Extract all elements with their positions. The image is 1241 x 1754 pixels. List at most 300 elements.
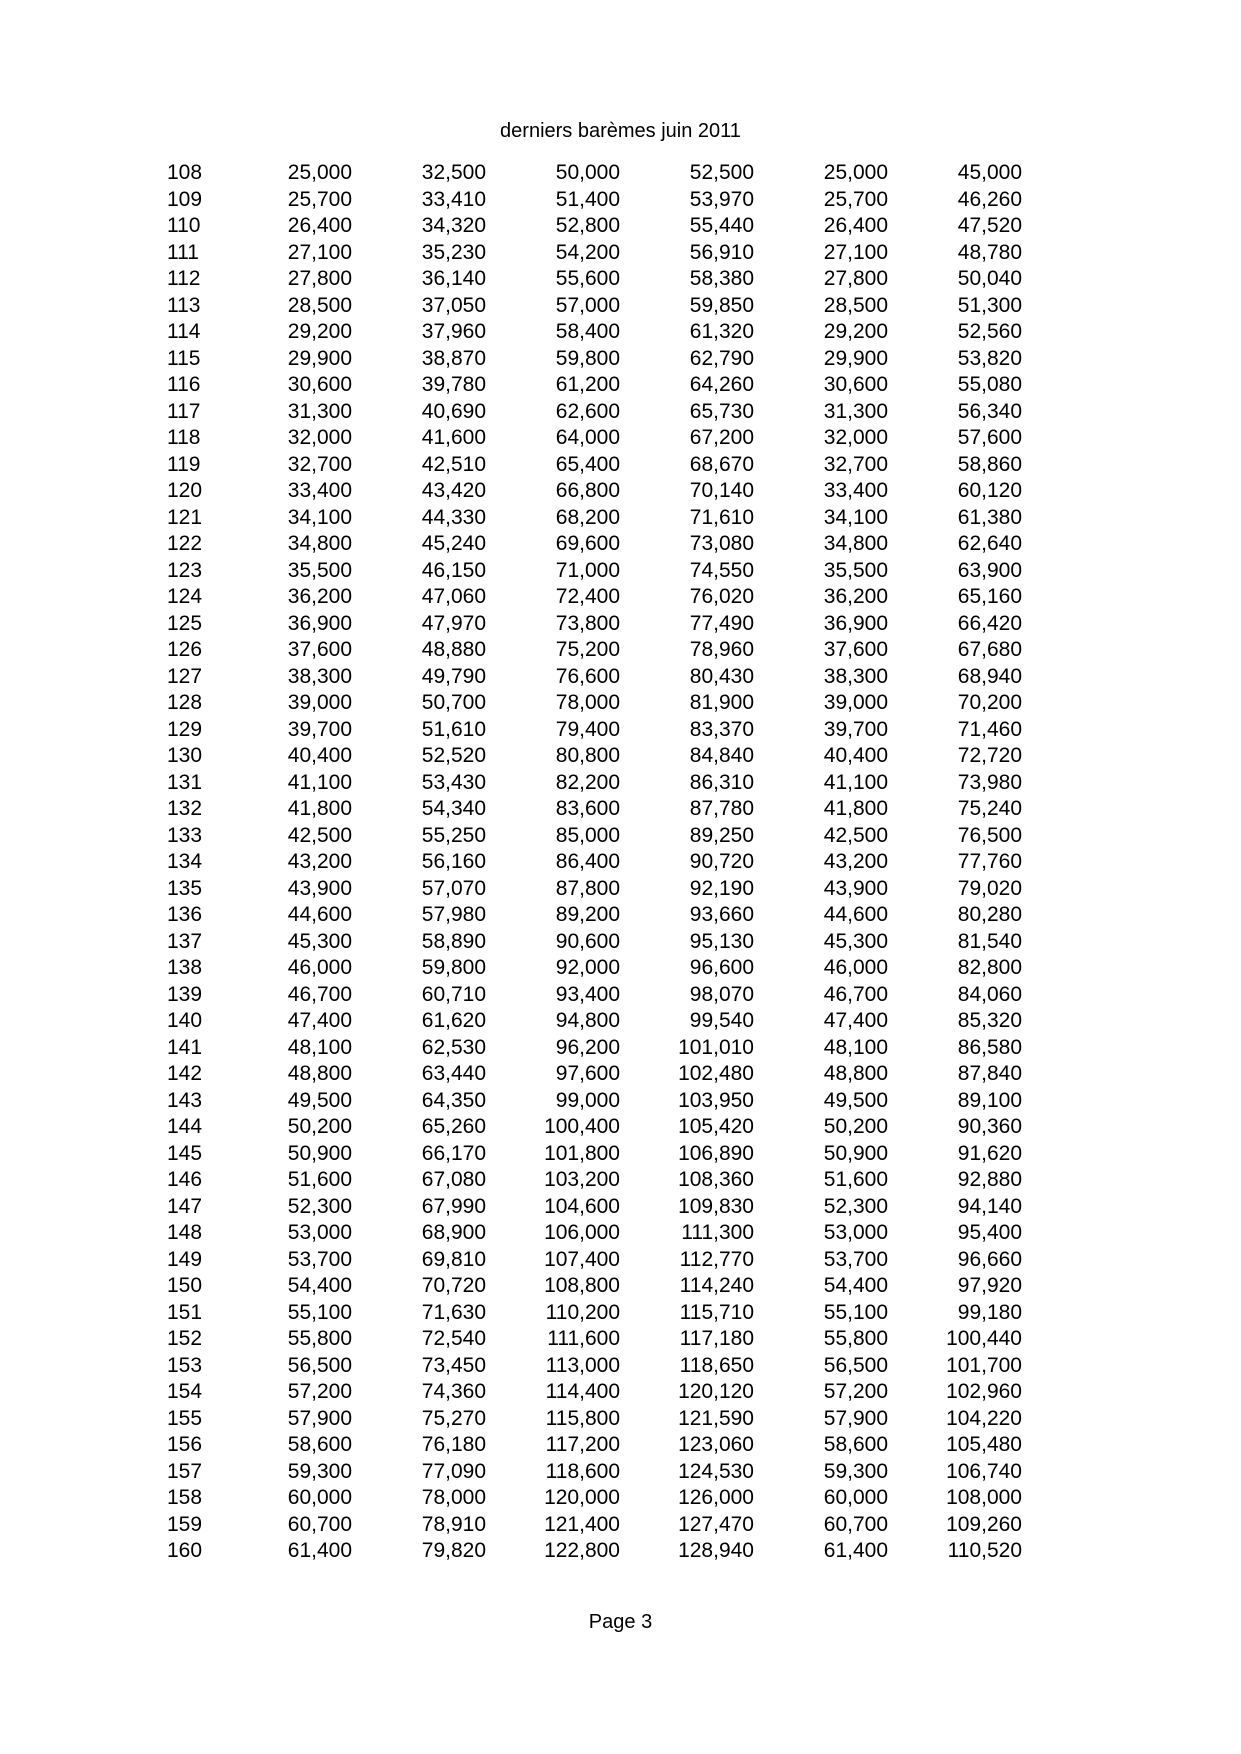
row-index-cell: 155: [167, 1406, 203, 1430]
row-index-cell: 124: [167, 585, 203, 608]
table-cell: 50,700: [421, 691, 486, 714]
row-index-cell: 131: [167, 770, 203, 794]
table-row: [0, 1326, 1241, 1353]
table-cell: 50,200: [287, 1115, 352, 1138]
table-cell: 73,080: [689, 532, 754, 555]
table-cell: 75,200: [555, 638, 620, 661]
table-cell: 31,300: [823, 399, 888, 423]
table-cell: 109,830: [678, 1194, 754, 1218]
table-cell: 56,500: [287, 1353, 352, 1377]
table-cell: 36,200: [287, 585, 352, 608]
row-index-cell: 156: [167, 1433, 203, 1456]
table-cell: 58,400: [555, 320, 620, 343]
table-cell: 67,990: [421, 1194, 486, 1218]
table-cell: 45,240: [421, 532, 486, 555]
row-index-cell: 121: [167, 505, 203, 529]
table-cell: 96,200: [555, 1035, 620, 1059]
table-cell: 38,870: [421, 346, 486, 370]
table-cell: 41,100: [823, 770, 888, 794]
table-cell: 51,300: [957, 293, 1022, 317]
table-cell: 57,200: [823, 1380, 888, 1403]
table-cell: 61,320: [689, 320, 754, 343]
table-cell: 42,500: [287, 823, 352, 847]
table-cell: 70,720: [421, 1274, 486, 1297]
table-cell: 28,500: [823, 293, 888, 317]
table-cell: 80,800: [555, 744, 620, 767]
table-row: [0, 425, 1241, 452]
table-cell: 25,000: [287, 161, 352, 184]
row-index-cell: 133: [167, 823, 203, 847]
table-cell: 65,400: [555, 452, 620, 476]
table-row: [0, 558, 1241, 585]
table-cell: 87,780: [689, 797, 754, 820]
table-row: [0, 1061, 1241, 1088]
table-cell: 74,550: [689, 558, 754, 582]
table-cell: 59,850: [689, 293, 754, 317]
row-index-cell: 111: [167, 240, 199, 264]
table-cell: 43,900: [823, 876, 888, 900]
table-cell: 28,500: [287, 293, 352, 317]
table-cell: 66,420: [957, 611, 1022, 635]
table-cell: 99,540: [689, 1009, 754, 1032]
table-cell: 90,600: [555, 929, 620, 953]
table-cell: 79,820: [421, 1539, 486, 1562]
table-cell: 29,900: [287, 346, 352, 370]
row-index-cell: 128: [167, 691, 203, 714]
table-cell: 77,490: [689, 611, 754, 635]
table-cell: 43,200: [823, 850, 888, 873]
table-cell: 62,600: [555, 399, 620, 423]
table-cell: 38,300: [823, 664, 888, 688]
row-index-cell: 145: [167, 1141, 203, 1165]
table-cell: 95,400: [957, 1221, 1022, 1244]
table-cell: 75,240: [957, 797, 1022, 820]
table-cell: 43,900: [287, 876, 352, 900]
table-cell: 76,020: [689, 585, 754, 608]
table-cell: 99,000: [555, 1088, 620, 1112]
table-row: [0, 1485, 1241, 1512]
table-cell: 27,100: [823, 240, 888, 264]
table-cell: 27,800: [287, 267, 352, 290]
row-index-cell: 117: [167, 399, 201, 423]
table-cell: 44,330: [421, 505, 486, 529]
table-cell: 46,000: [823, 956, 888, 979]
table-cell: 65,260: [421, 1115, 486, 1138]
table-cell: 112,770: [679, 1247, 754, 1271]
row-index-cell: 120: [167, 479, 203, 502]
table-cell: 43,420: [421, 479, 486, 502]
table-cell: 73,450: [421, 1353, 486, 1377]
table-cell: 90,360: [957, 1115, 1022, 1138]
page-number: Page 3: [588, 1611, 653, 1633]
table-cell: 36,900: [287, 611, 352, 635]
table-cell: 108,360: [678, 1168, 754, 1191]
table-cell: 53,970: [689, 187, 754, 211]
row-index-cell: 144: [167, 1115, 203, 1138]
table-row: [0, 1353, 1241, 1380]
row-index-cell: 112: [167, 267, 201, 290]
table-row: [0, 372, 1241, 399]
table-cell: 57,980: [421, 903, 486, 926]
table-cell: 49,500: [823, 1088, 888, 1112]
row-index-cell: 123: [167, 558, 203, 582]
table-cell: 26,400: [823, 214, 888, 237]
table-cell: 68,940: [957, 664, 1022, 688]
table-cell: 39,000: [823, 691, 888, 714]
table-cell: 79,020: [957, 876, 1022, 900]
table-cell: 70,200: [957, 691, 1022, 714]
row-index-cell: 127: [167, 664, 203, 688]
table-row: [0, 319, 1241, 346]
row-index-cell: 150: [167, 1274, 203, 1297]
table-cell: 72,720: [957, 744, 1022, 767]
table-cell: 45,300: [287, 929, 352, 953]
table-cell: 76,180: [421, 1433, 486, 1456]
table-cell: 59,300: [823, 1459, 888, 1483]
table-row: [0, 876, 1241, 903]
table-cell: 127,470: [678, 1512, 754, 1536]
table-cell: 48,100: [287, 1035, 352, 1059]
table-row: [0, 266, 1241, 293]
table-cell: 58,600: [823, 1433, 888, 1456]
table-cell: 78,000: [421, 1486, 486, 1509]
table-cell: 48,100: [823, 1035, 888, 1059]
table-row: [0, 796, 1241, 823]
table-cell: 48,880: [421, 638, 486, 661]
table-row: [0, 955, 1241, 982]
table-row: [0, 1512, 1241, 1539]
table-cell: 37,600: [287, 638, 352, 661]
table-cell: 45,000: [957, 161, 1022, 184]
table-row: [0, 982, 1241, 1009]
table-cell: 72,400: [555, 585, 620, 608]
table-cell: 89,100: [957, 1088, 1022, 1112]
table-row: [0, 160, 1241, 187]
table-cell: 59,800: [555, 346, 620, 370]
table-cell: 92,880: [957, 1168, 1022, 1191]
table-cell: 48,780: [957, 240, 1022, 264]
table-cell: 85,000: [555, 823, 620, 847]
table-cell: 73,800: [555, 611, 620, 635]
table-row: [0, 743, 1241, 770]
table-cell: 101,010: [678, 1035, 754, 1059]
table-cell: 47,520: [957, 214, 1022, 237]
table-cell: 51,600: [823, 1168, 888, 1191]
table-cell: 34,800: [823, 532, 888, 555]
table-cell: 34,100: [823, 505, 888, 529]
table-cell: 47,060: [421, 585, 486, 608]
table-cell: 32,000: [287, 426, 352, 449]
row-index-cell: 139: [167, 982, 203, 1006]
table-cell: 118,600: [545, 1459, 620, 1483]
table-cell: 63,900: [957, 558, 1022, 582]
table-cell: 34,800: [287, 532, 352, 555]
table-cell: 57,600: [957, 426, 1022, 449]
row-index-cell: 109: [167, 187, 203, 211]
table-cell: 106,740: [946, 1459, 1022, 1483]
table-cell: 71,000: [555, 558, 620, 582]
table-cell: 80,280: [957, 903, 1022, 926]
table-cell: 50,040: [957, 267, 1022, 290]
table-cell: 27,100: [287, 240, 352, 264]
table-row: [0, 1008, 1241, 1035]
table-cell: 39,700: [287, 717, 352, 741]
table-cell: 46,000: [287, 956, 352, 979]
table-row: [0, 1141, 1241, 1168]
table-cell: 105,420: [678, 1115, 754, 1138]
table-cell: 56,340: [957, 399, 1022, 423]
table-cell: 53,000: [287, 1221, 352, 1244]
table-cell: 71,610: [689, 505, 754, 529]
table-cell: 60,710: [421, 982, 486, 1006]
table-cell: 101,700: [946, 1353, 1022, 1377]
table-cell: 61,620: [421, 1009, 486, 1032]
table-cell: 60,000: [287, 1486, 352, 1509]
table-cell: 29,900: [823, 346, 888, 370]
table-cell: 76,600: [555, 664, 620, 688]
table-cell: 48,800: [287, 1062, 352, 1085]
table-cell: 51,610: [421, 717, 486, 741]
row-index-cell: 149: [167, 1247, 203, 1271]
table-row: [0, 1273, 1241, 1300]
table-row: [0, 1088, 1241, 1115]
table-cell: 46,260: [957, 187, 1022, 211]
table-cell: 84,060: [957, 982, 1022, 1006]
table-cell: 39,000: [287, 691, 352, 714]
table-cell: 54,400: [287, 1274, 352, 1297]
table-row: [0, 849, 1241, 876]
table-row: [0, 1114, 1241, 1141]
table-cell: 56,500: [823, 1353, 888, 1377]
table-cell: 86,580: [957, 1035, 1022, 1059]
table-cell: 102,960: [946, 1380, 1022, 1403]
row-index-cell: 159: [167, 1512, 203, 1536]
table-cell: 46,150: [421, 558, 486, 582]
table-cell: 40,690: [421, 399, 486, 423]
table-cell: 126,000: [678, 1486, 754, 1509]
table-cell: 85,320: [957, 1009, 1022, 1032]
table-cell: 61,400: [823, 1539, 888, 1562]
table-cell: 55,100: [287, 1300, 352, 1324]
table-cell: 78,910: [421, 1512, 486, 1536]
table-cell: 29,200: [823, 320, 888, 343]
row-index-cell: 136: [167, 903, 203, 926]
table-cell: 121,590: [678, 1406, 754, 1430]
table-cell: 58,380: [689, 267, 754, 290]
table-cell: 118,650: [679, 1353, 754, 1377]
table-cell: 113,000: [545, 1353, 620, 1377]
table-cell: 30,600: [823, 373, 888, 396]
table-row: [0, 1194, 1241, 1221]
table-cell: 42,500: [823, 823, 888, 847]
table-cell: 49,500: [287, 1088, 352, 1112]
table-cell: 94,140: [957, 1194, 1022, 1218]
table-cell: 77,760: [957, 850, 1022, 873]
table-cell: 70,140: [689, 479, 754, 502]
table-cell: 67,080: [421, 1168, 486, 1191]
table-cell: 52,800: [555, 214, 620, 237]
table-cell: 110,200: [545, 1300, 620, 1324]
table-cell: 128,940: [678, 1539, 754, 1562]
table-cell: 52,300: [287, 1194, 352, 1218]
table-cell: 38,300: [287, 664, 352, 688]
table-cell: 71,460: [957, 717, 1022, 741]
table-cell: 87,840: [957, 1062, 1022, 1085]
row-index-cell: 113: [167, 293, 201, 317]
table-cell: 57,900: [287, 1406, 352, 1430]
table-cell: 36,200: [823, 585, 888, 608]
row-index-cell: 158: [167, 1486, 203, 1509]
table-cell: 26,400: [287, 214, 352, 237]
table-cell: 100,440: [946, 1327, 1022, 1350]
table-cell: 89,200: [555, 903, 620, 926]
table-cell: 104,220: [946, 1406, 1022, 1430]
table-row: [0, 531, 1241, 558]
row-index-cell: 138: [167, 956, 203, 979]
table-cell: 82,200: [555, 770, 620, 794]
table-cell: 66,170: [421, 1141, 486, 1165]
table-cell: 34,100: [287, 505, 352, 529]
table-cell: 35,500: [287, 558, 352, 582]
table-row: [0, 240, 1241, 267]
table-cell: 121,400: [544, 1512, 620, 1536]
table-cell: 59,300: [287, 1459, 352, 1483]
table-cell: 55,600: [555, 267, 620, 290]
row-index-cell: 115: [167, 346, 201, 370]
table-cell: 86,400: [555, 850, 620, 873]
table-cell: 41,100: [287, 770, 352, 794]
table-cell: 35,230: [421, 240, 486, 264]
table-cell: 73,980: [957, 770, 1022, 794]
table-cell: 68,670: [689, 452, 754, 476]
table-cell: 75,270: [421, 1406, 486, 1430]
table-cell: 29,200: [287, 320, 352, 343]
table-cell: 50,900: [287, 1141, 352, 1165]
table-cell: 98,070: [689, 982, 754, 1006]
table-cell: 56,160: [421, 850, 486, 873]
table-cell: 42,510: [421, 452, 486, 476]
table-cell: 54,340: [421, 797, 486, 820]
table-row: [0, 1432, 1241, 1459]
table-cell: 47,970: [421, 611, 486, 635]
table-cell: 89,250: [689, 823, 754, 847]
table-cell: 123,060: [678, 1433, 754, 1456]
table-cell: 95,130: [689, 929, 754, 953]
table-cell: 77,090: [421, 1459, 486, 1483]
table-cell: 104,600: [544, 1194, 620, 1218]
row-index-cell: 140: [167, 1009, 203, 1032]
table-cell: 93,660: [689, 903, 754, 926]
table-cell: 64,260: [689, 373, 754, 396]
table-cell: 81,540: [957, 929, 1022, 953]
table-cell: 94,800: [555, 1009, 620, 1032]
table-cell: 35,500: [823, 558, 888, 582]
table-cell: 36,140: [421, 267, 486, 290]
table-cell: 115,710: [679, 1300, 754, 1324]
table-row: [0, 213, 1241, 240]
table-cell: 55,100: [823, 1300, 888, 1324]
table-cell: 58,890: [421, 929, 486, 953]
table-row: [0, 584, 1241, 611]
table-cell: 40,400: [287, 744, 352, 767]
table-row: [0, 1035, 1241, 1062]
row-index-cell: 152: [167, 1327, 203, 1350]
table-row: [0, 664, 1241, 691]
table-cell: 41,600: [421, 426, 486, 449]
table-cell: 78,000: [555, 691, 620, 714]
table-cell: 80,430: [689, 664, 754, 688]
table-row: [0, 1406, 1241, 1433]
table-cell: 92,000: [555, 956, 620, 979]
table-cell: 69,600: [555, 532, 620, 555]
row-index-cell: 118: [167, 426, 201, 449]
table-row: [0, 346, 1241, 373]
row-index-cell: 116: [167, 373, 201, 396]
table-cell: 82,800: [957, 956, 1022, 979]
table-row: [0, 399, 1241, 426]
table-cell: 79,400: [555, 717, 620, 741]
row-index-cell: 119: [167, 452, 201, 476]
table-cell: 55,250: [421, 823, 486, 847]
table-cell: 62,640: [957, 532, 1022, 555]
table-cell: 39,700: [823, 717, 888, 741]
row-index-cell: 134: [167, 850, 203, 873]
table-cell: 33,400: [823, 479, 888, 502]
table-cell: 96,600: [689, 956, 754, 979]
row-index-cell: 125: [167, 611, 203, 635]
table-cell: 39,780: [421, 373, 486, 396]
row-index-cell: 153: [167, 1353, 203, 1377]
row-index-cell: 135: [167, 876, 203, 900]
table-cell: 41,800: [287, 797, 352, 820]
table-cell: 102,480: [678, 1062, 754, 1085]
table-cell: 31,300: [287, 399, 352, 423]
table-cell: 120,120: [678, 1380, 754, 1403]
table-cell: 50,000: [555, 161, 620, 184]
table-cell: 25,700: [287, 187, 352, 211]
table-cell: 62,530: [421, 1035, 486, 1059]
table-cell: 44,600: [287, 903, 352, 926]
row-index-cell: 132: [167, 797, 203, 820]
table-cell: 58,860: [957, 452, 1022, 476]
row-index-cell: 160: [167, 1539, 203, 1562]
table-cell: 91,620: [957, 1141, 1022, 1165]
table-cell: 32,500: [421, 161, 486, 184]
table-cell: 108,800: [544, 1274, 620, 1297]
row-index-cell: 114: [167, 320, 201, 343]
table-cell: 124,530: [678, 1459, 754, 1483]
table-cell: 69,810: [421, 1247, 486, 1271]
table-row: [0, 637, 1241, 664]
table-cell: 36,900: [823, 611, 888, 635]
table-cell: 65,730: [689, 399, 754, 423]
table-cell: 74,360: [421, 1380, 486, 1403]
table-cell: 27,800: [823, 267, 888, 290]
table-cell: 83,600: [555, 797, 620, 820]
table-cell: 41,800: [823, 797, 888, 820]
table-cell: 55,440: [689, 214, 754, 237]
table-cell: 68,200: [555, 505, 620, 529]
table-cell: 90,720: [689, 850, 754, 873]
table-cell: 60,700: [287, 1512, 352, 1536]
table-cell: 37,600: [823, 638, 888, 661]
table-row: [0, 1459, 1241, 1486]
table-cell: 53,700: [823, 1247, 888, 1271]
table-row: [0, 1379, 1241, 1406]
table-cell: 103,950: [678, 1088, 754, 1112]
table-cell: 60,000: [823, 1486, 888, 1509]
table-cell: 78,960: [689, 638, 754, 661]
